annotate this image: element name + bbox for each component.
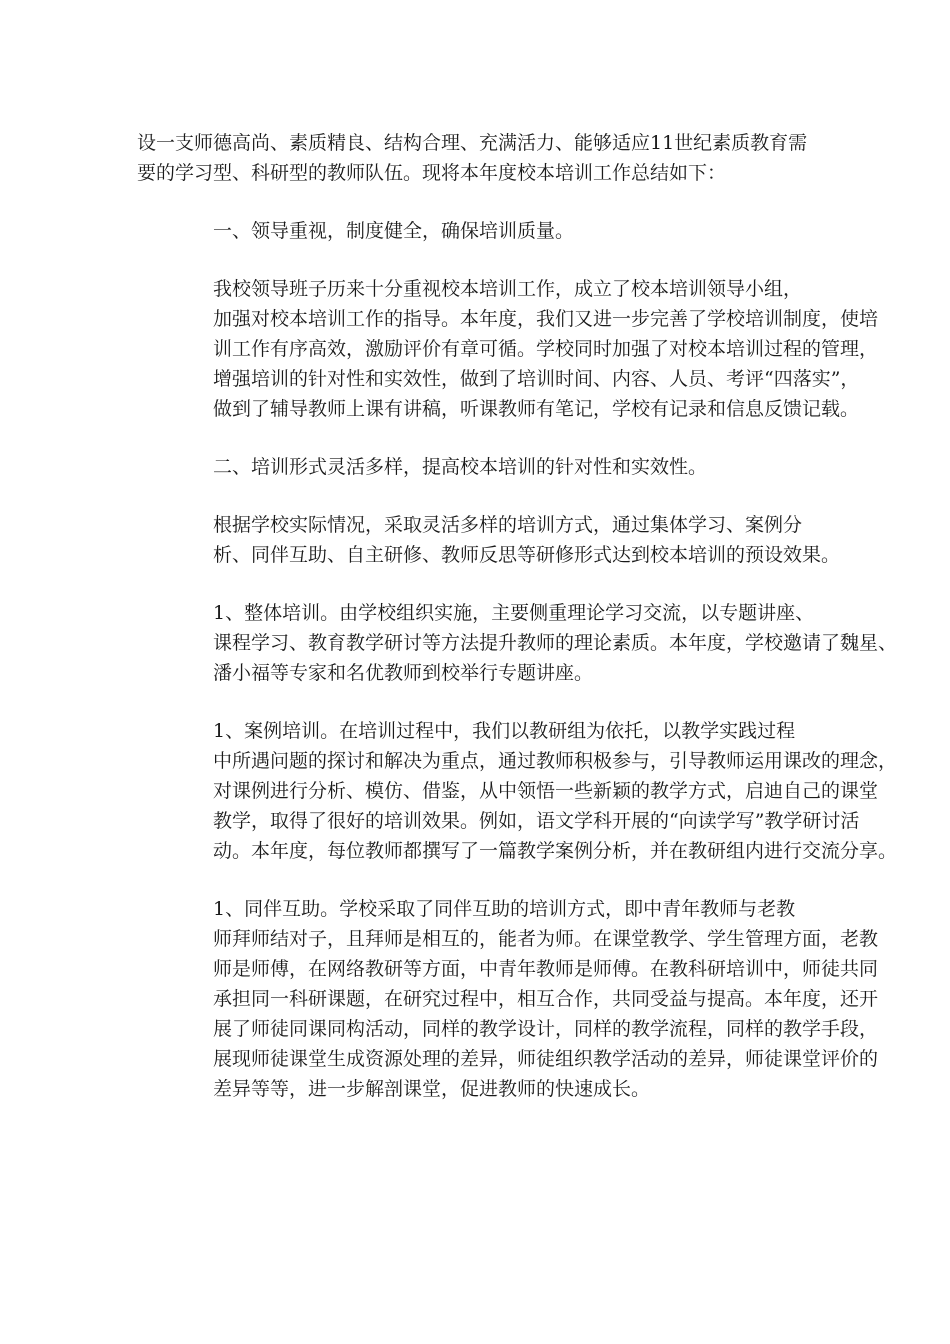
text-line: 要的学习型、科研型的教师队伍。现将本年度校本培训工作总结如下：: [137, 162, 727, 184]
text-line: 加强对校本培训工作的指导。本年度，我们又进一步完善了学校培训制度，使培: [213, 308, 879, 330]
text-line: 1、案例培训。在培训过程中，我们以教研组为依托，以教学实践过程: [213, 720, 796, 742]
text-line: 设一支师德高尚、素质精良、结构合理、充满活力、能够适应11世纪素质教育需: [137, 132, 808, 154]
text-line: 展了师徒同课同构活动，同样的教学设计，同样的教学流程，同样的教学手段，: [213, 1018, 879, 1040]
text-line: 1、整体培训。由学校组织实施，主要侧重理论学习交流，以专题讲座、: [213, 602, 815, 624]
paragraph-leadership: [137, 274, 879, 424]
text-line: 动。本年度，每位教师都撰写了一篇教学案例分析，并在教研组内进行交流分享。: [213, 840, 898, 862]
text-line: 教学，取得了很好的培训效果。例如，语文学科开展的“向读学写”教学研讨活: [213, 810, 860, 832]
text-line: 中所遇问题的探讨和解决为重点，通过教师积极参与，引导教师运用课改的理念，: [213, 750, 898, 772]
text-line: 根据学校实际情况，采取灵活多样的培训方式，通过集体学习、案例分: [213, 514, 803, 536]
text-line: 训工作有序高效，激励评价有章可循。学校同时加强了对校本培训过程的管理，: [213, 338, 879, 360]
text-line: 我校领导班子历来十分重视校本培训工作，成立了校本培训领导小组，: [213, 278, 803, 300]
text-line: 二、培训形式灵活多样，提高校本培训的针对性和实效性。: [213, 456, 708, 478]
text-line: 师拜师结对子，且拜师是相互的，能者为师。在课堂教学、学生管理方面，老教: [213, 928, 879, 950]
paragraph-peer-help: [137, 894, 879, 1104]
text-line: 课程学习、教育教学研讨等方法提升教师的理论素质。本年度，学校邀请了魏星、: [213, 632, 898, 654]
document-body: [137, 128, 898, 1132]
text-line: 承担同一科研课题，在研究过程中，相互合作，共同受益与提高。本年度，还开: [213, 988, 879, 1010]
text-line: 做到了辅导教师上课有讲稿，听课教师有笔记，学校有记录和信息反馈记载。: [213, 398, 860, 420]
text-line: 1、同伴互助。学校采取了同伴互助的培训方式，即中青年教师与老教: [213, 898, 796, 920]
paragraph-forms: [137, 510, 841, 570]
paragraph-heading-2: [137, 452, 827, 482]
text-line: 师是师傅，在网络教研等方面，中青年教师是师傅。在教科研培训中，师徒共同: [213, 958, 879, 980]
text-line: 对课例进行分析、模仿、借鉴，从中领悟一些新颖的教学方式，启迪自己的课堂: [213, 780, 879, 802]
text-line: 展现师徒课堂生成资源处理的差异，师徒组织教学活动的差异，师徒课堂评价的: [213, 1048, 879, 1070]
text-line: 增强培训的针对性和实效性，做到了培训时间、内容、人员、考评“四落实”，: [213, 368, 860, 390]
paragraph-heading-1: [137, 216, 827, 246]
text-line: 潘小福等专家和名优教师到校举行专题讲座。: [213, 662, 594, 684]
paragraph-whole-training: [137, 598, 898, 688]
paragraph-intro: [137, 128, 827, 188]
text-line: 析、同伴互助、自主研修、教师反思等研修形式达到校本培训的预设效果。: [213, 544, 841, 566]
paragraph-case-training: [137, 716, 898, 866]
text-line: 差异等等，进一步解剖课堂，促进教师的快速成长。: [213, 1078, 651, 1100]
text-line: 一、领导重视，制度健全，确保培训质量。: [213, 220, 575, 242]
